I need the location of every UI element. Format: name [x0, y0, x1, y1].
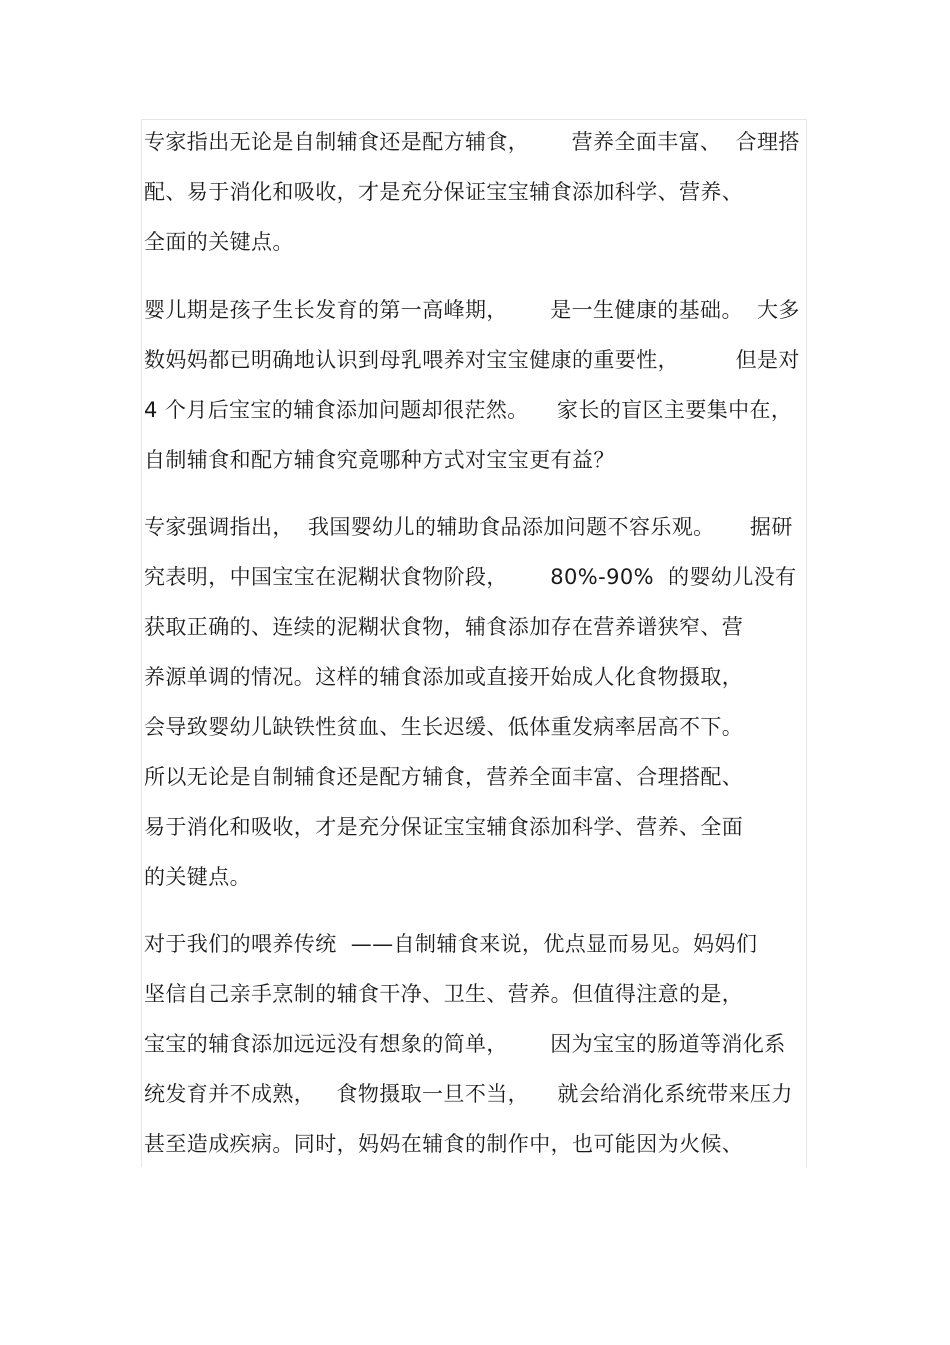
text-line: 4 个月后宝宝的辅食添加问题却很茫然。 家长的盲区主要集中在， [144, 398, 793, 422]
text-line: 配、易于消化和吸收，才是充分保证宝宝辅食添加科学、营养、 [144, 180, 744, 204]
text-line: 坚信自己亲手烹制的辅食干净、卫生、营养。但值得注意的是， [144, 982, 744, 1006]
text-line: 究表明，中国宝宝在泥糊状食物阶段， 80%-90% 的婴幼儿没有 [144, 565, 797, 589]
text-line: 数妈妈都已明确地认识到母乳喂养对宝宝健康的重要性， 但是对 [144, 348, 800, 372]
text-line: 所以无论是自制辅食还是配方辅食，营养全面丰富、合理搭配、 [144, 765, 744, 789]
text-line: 统发育并不成熟， 食物摄取一旦不当， 就会给消化系统带来压力 [144, 1082, 793, 1106]
text-line: 专家强调指出， 我国婴幼儿的辅助食品添加问题不容乐观。 据研 [144, 515, 793, 539]
frame-left-border [141, 119, 142, 1167]
frame-top-border [141, 119, 807, 120]
text-line: 自制辅食和配方辅食究竟哪种方式对宝宝更有益？ [144, 448, 615, 472]
text-line: 的关键点。 [144, 865, 251, 889]
text-line: 会导致婴幼儿缺铁性贫血、生长迟缓、低体重发病率居高不下。 [144, 715, 744, 739]
text-line: 全面的关键点。 [144, 230, 294, 254]
text-line: 宝宝的辅食添加远远没有想象的简单， 因为宝宝的肠道等消化系 [144, 1032, 786, 1056]
text-line: 专家指出无论是自制辅食还是配方辅食， 营养全面丰富、 合理搭 [144, 130, 800, 154]
text-line: 获取正确的、连续的泥糊状食物，辅食添加存在营养谱狭窄、营 [144, 615, 744, 639]
text-line: 甚至造成疾病。同时，妈妈在辅食的制作中，也可能因为火候、 [144, 1132, 744, 1156]
frame-right-border [806, 119, 807, 1167]
text-line: 婴儿期是孩子生长发育的第一高峰期， 是一生健康的基础。 大多 [144, 298, 800, 322]
text-line: 对于我们的喂养传统 ——自制辅食来说，优点显而易见。妈妈们 [144, 932, 758, 956]
text-line: 易于消化和吸收，才是充分保证宝宝辅食添加科学、营养、全面 [144, 815, 744, 839]
text-line: 养源单调的情况。这样的辅食添加或直接开始成人化食物摄取， [144, 665, 744, 689]
